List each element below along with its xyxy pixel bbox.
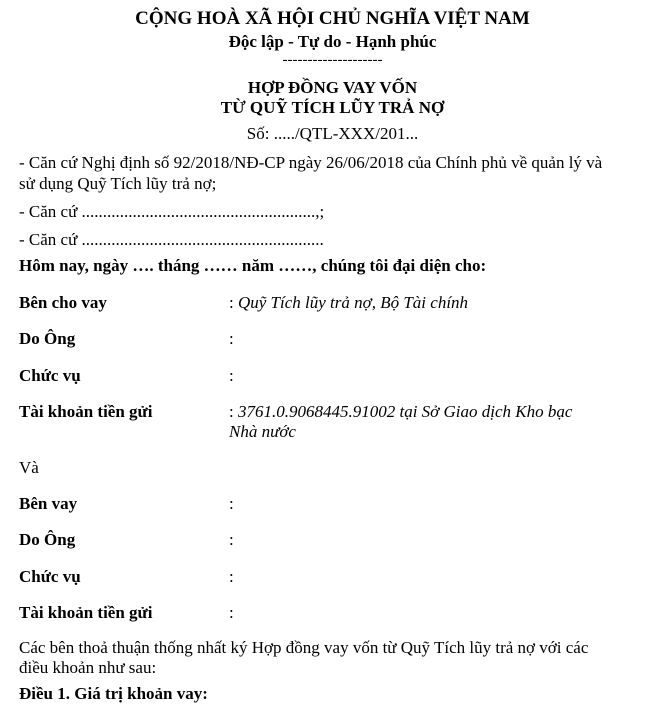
- basis-3: - Căn cứ .........................................................: [19, 230, 324, 249]
- contract-number: Số: ...../QTL-XXX/201...: [246, 124, 419, 143]
- lender-value: [229, 293, 468, 313]
- colon: :: [229, 293, 234, 312]
- basis-2: - Căn cứ .......................................................,;: [19, 202, 325, 221]
- lender-label: Bên cho vay: [19, 293, 107, 312]
- article-1-heading: Điều 1. Giá trị khoản vay:: [19, 684, 208, 703]
- borrower-account-label: Tài khoản tiền gửi: [19, 603, 153, 622]
- lender-position-value: [229, 366, 234, 386]
- basis-1-line-1: - Căn cứ Nghị định số 92/2018/NĐ-CP ngày 26/06/2018 của Chính phủ về quản lý và: [19, 153, 603, 172]
- and-connector: Và: [19, 458, 39, 477]
- borrower-value: :: [229, 494, 234, 513]
- colon: :: [229, 366, 234, 385]
- lender-rep-value: [229, 329, 234, 349]
- borrower-position-value: :: [229, 567, 234, 586]
- borrower-label: Bên vay: [19, 494, 78, 513]
- borrower-rep-value: :: [229, 530, 234, 549]
- borrower-rep-label: Do Ông: [19, 530, 76, 549]
- borrower-account-value: :: [229, 603, 234, 622]
- colon: :: [229, 329, 234, 348]
- motto: Độc lập - Tự do - Hạnh phúc: [228, 32, 437, 51]
- lender-rep-label: Do Ông: [19, 329, 76, 348]
- lender-account-value: [229, 402, 572, 422]
- lender-account-value-line-2: Nhà nước: [229, 422, 296, 441]
- lender-account-number: 3761.0.9068445.91002 tại Sở Giao dịch Kho bạc: [237, 402, 573, 421]
- lender-name: Quỹ Tích lũy trả nợ, Bộ Tài chính: [237, 293, 469, 312]
- title-line-2: TỪ QUỸ TÍCH LŨY TRẢ NỢ: [220, 98, 445, 117]
- title-line-1: HỢP ĐỒNG VAY VỐN: [247, 78, 418, 97]
- colon: :: [229, 402, 234, 421]
- basis-1-line-2: sử dụng Quỹ Tích lũy trả nợ;: [19, 174, 217, 193]
- lender-position-label: Chức vụ: [19, 366, 81, 385]
- intro-line: Hôm nay, ngày …. tháng …… năm ……, chúng tôi đại diện cho:: [19, 256, 487, 275]
- borrower-position-label: Chức vụ: [19, 567, 81, 586]
- nation-heading: CỘNG HOÀ XÃ HỘI CHỦ NGHĨA VIỆT NAM: [135, 8, 530, 29]
- lender-account-label: Tài khoản tiền gửi: [19, 402, 153, 421]
- agreement-line-2: điều khoản như sau:: [19, 658, 157, 677]
- separator: --------------------: [282, 52, 383, 68]
- agreement-line-1: Các bên thoả thuận thống nhất ký Hợp đồng vay vốn từ Quỹ Tích lũy trả nợ với các: [19, 638, 589, 657]
